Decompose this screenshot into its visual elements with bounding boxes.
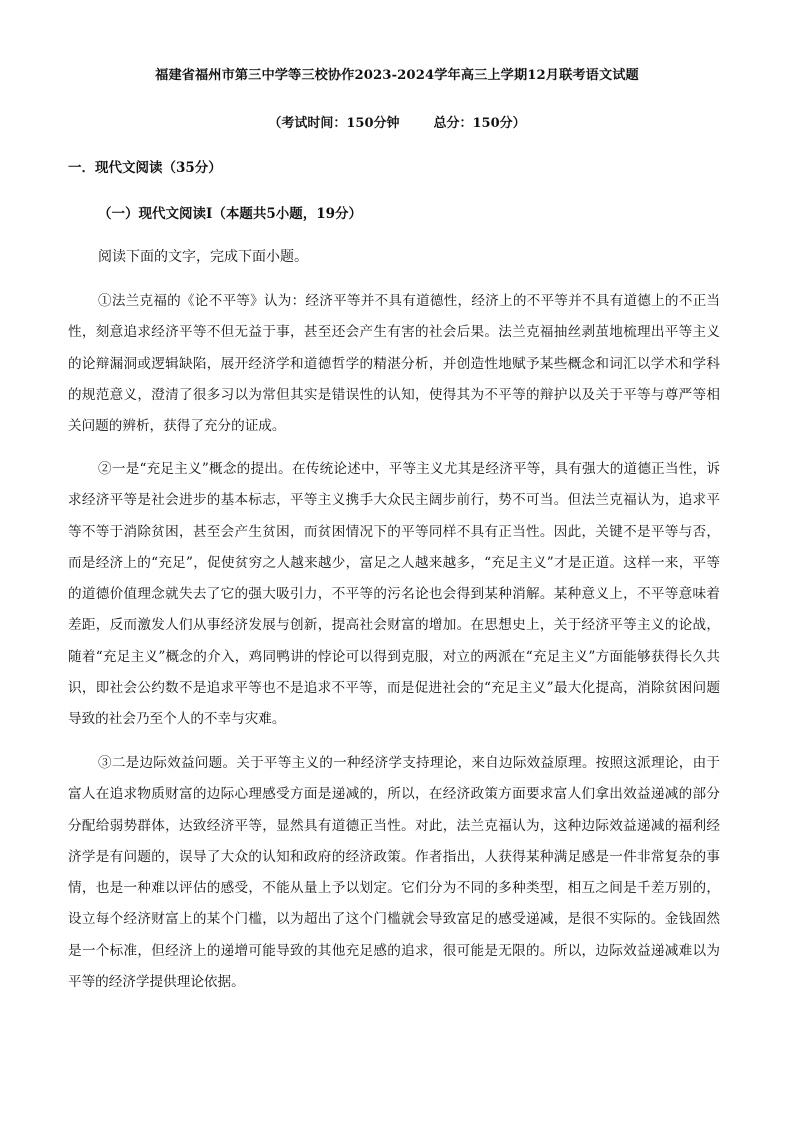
exam-time: （考试时间：150分钟 — [268, 116, 400, 131]
section-heading: 一．现代文阅读（35分） — [68, 160, 222, 176]
paragraph-1: ①法兰克福的《论不平等》认为：经济平等并不具有道德性，经济上的不平等并不具有道德上的不正当性，刻意追求经济平等不但无益于事，甚至还会产生有害的社会后果。法兰克福抽丝剥茧地梳理出平等主义的论辩漏洞或逻辑缺陷，展开经济学和道德哲学的精湛分析，并创造性地赋予某些概念和词汇以学术和学科的规范意义，澄清了很多习以为常但其实是错误性的认知，使得其为不平等的辩护以及关于平等与尊严等相关问题的辨析，获得了充分的证成。 — [68, 293, 720, 435]
reading-instruction: 阅读下面的文字，完成下面小题。 — [98, 249, 308, 265]
page-title: 福建省福州市第三中学等三校协作2023-2024学年高三上学期12月联考语文试题 — [155, 68, 639, 83]
paragraph-2: ②一是“充足主义”概念的提出。在传统论述中，平等主义尤其是经济平等，具有强大的道德正当性，诉求经济平等是社会进步的基本标志，平等主义携手大众民主阔步前行，势不可当。但法兰克福认为，追求平等不等于消除贫困，甚至会产生贫困，而贫困情况下的平等同样不具有正当性。因此，关键不是平等与否，而是经济上的“充足”，促使贫穷之人越来越少，富足之人越来越多，“充足主义”才是正道。这样一来，平等的道德价值理念就失去了它的强大吸引力，不平等的污名论也会得到某种消解。某种意义上，不平等意味着差距，反而激发人们从事经济发展与创新，提高社会财富的增加。在思想史上，关于经济平等主义的论战，随着“充足主义”概念的介入，鸡同鸭讲的悖论可以得到克服，对立的两派在“充足主义”方面能够获得长久共识，即社会公约数不是追求平等也不是追求不平等，而是促进社会的“充足主义”最大化提高，消除贫困问题导致的社会乃至个人的不幸与灾难。 — [68, 461, 720, 728]
subsection-heading: （一）现代文阅读I（本题共5小题，19分） — [98, 206, 362, 222]
paragraph-3: ③二是边际效益问题。关于平等主义的一种经济学支持理论，来自边际效益原理。按照这派理论，由于富人在追求物质财富的边际心理感受方面是递减的，所以，在经济政策方面要求富人们拿出效益递减的部分分配给弱势群体，达致经济平等，显然具有道德正当性。对此，法兰克福认为，这种边际效益递减的福利经济学是有问题的，误导了大众的认知和政府的经济政策。作者指出，人获得某种满足感是一件非常复杂的事情，也是一种难以评估的感受，不能从量上予以划定。它们分为不同的多种类型，相互之间是千差万别的，设立每个经济财富上的某个门槛，以为超出了这个门槛就会导致富足的感受递减，是很不实际的。金钱固然是一个标准，但经济上的递增可能导致的其他充足感的追求，很可能是无限的。所以，边际效益递减难以为平等的经济学提供理论依据。 — [68, 755, 720, 991]
total-score: 总分：150分） — [433, 116, 526, 131]
exam-info — [60, 112, 734, 131]
